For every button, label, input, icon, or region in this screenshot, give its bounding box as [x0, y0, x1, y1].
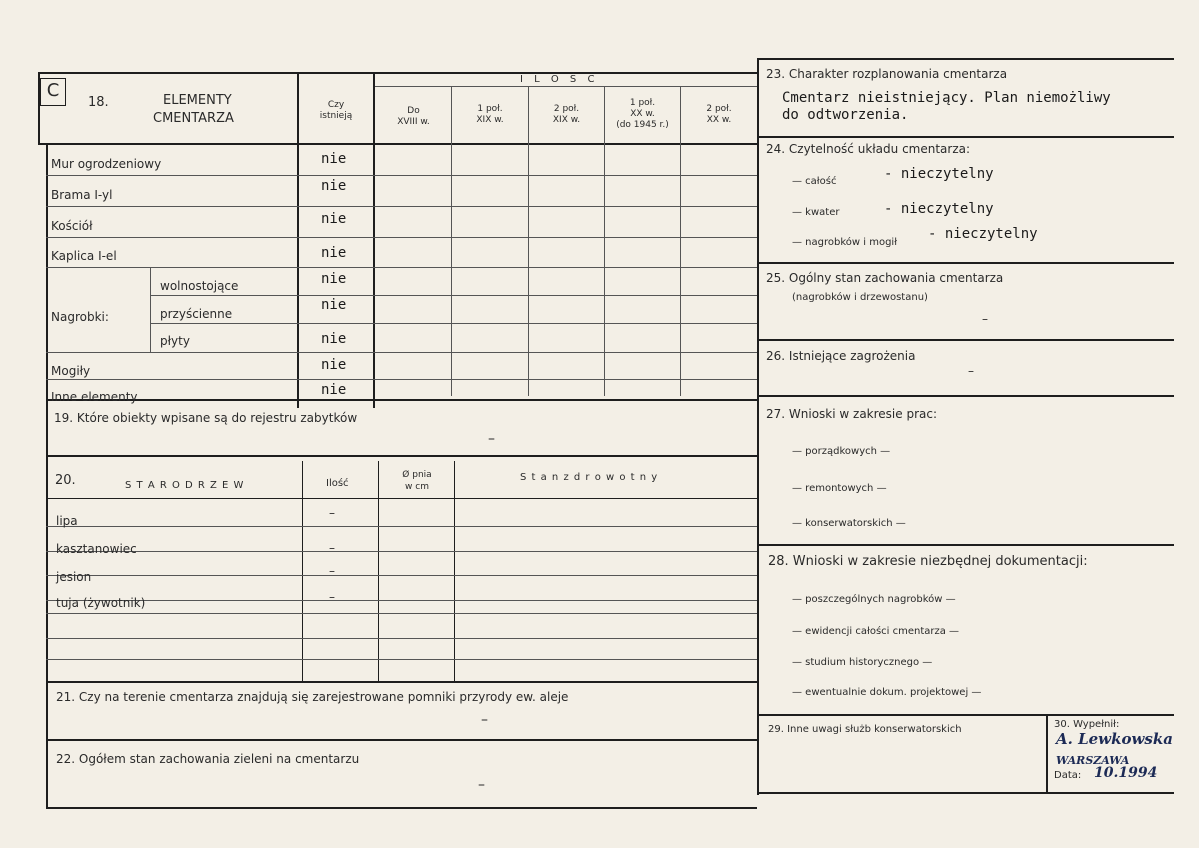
s23-text-line1: Cmentarz nieistniejący. Plan niemożliwy: [782, 90, 1111, 106]
nagrobki-divider: [150, 267, 151, 352]
s18-row-line-6: [150, 323, 757, 324]
s27-bottom: [759, 544, 1174, 546]
s27-item-konserwatorskich: — konserwatorskich —: [792, 518, 906, 529]
row-label-plyty: płyty: [160, 334, 190, 348]
czy-header-line1: Czy: [327, 100, 345, 110]
s28-label: 28. Wnioski w zakresie niezbędnej dokumentacji:: [768, 554, 1088, 569]
s29-s30-divider: [1046, 716, 1048, 792]
s23-bottom: [759, 136, 1174, 138]
s24-value-nagrobkow: - nieczytelny: [928, 226, 1038, 242]
s27-label: 27. Wnioski w zakresie prac:: [766, 407, 938, 421]
s21-label: 21. Czy na terenie cmentarza znajdują się zarejestrowane pomniki przyrody ew. aleje: [56, 690, 569, 704]
frame-top-right: [757, 58, 1174, 60]
s20-row-line-7: [46, 659, 757, 660]
s18-row-line-8: [46, 379, 757, 380]
period-divider-3: [604, 86, 605, 396]
s28-item-1: — poszczególnych nagrobków —: [792, 594, 956, 605]
s18-row-line-3: [46, 237, 757, 238]
s19-bottom: [46, 455, 757, 457]
period-divider-4: [680, 86, 681, 396]
s24-item-nagrobkow: — nagrobków i mogił: [792, 237, 898, 248]
s29-label: 29. Inne uwagi służb konserwatorskich: [768, 724, 962, 735]
row-value-inne: nie: [321, 382, 347, 398]
s20-header-bottom: [46, 498, 757, 499]
s30-place: WARSZAWA: [1056, 754, 1130, 767]
form-code: C: [46, 80, 60, 101]
frame-bottom-left: [46, 807, 757, 809]
row-value-kaplica: nie: [321, 245, 347, 261]
period-4-l3: (do 1945 r.): [616, 120, 669, 130]
s22-value: –: [478, 777, 485, 793]
s18-row-line-7: [46, 352, 757, 353]
s27-item-porzadkowych: — porządkowych —: [792, 446, 891, 457]
s25-value: –: [982, 312, 988, 326]
period-1-l2: XVIII w.: [397, 117, 430, 127]
ilosc-header-line: [375, 86, 757, 87]
s24-label: 24. Czytelność układu cmentarza:: [766, 142, 971, 156]
period-divider-1: [451, 86, 452, 396]
row-label-nagrobki: Nagrobki:: [51, 310, 109, 324]
s18-col-divider-ilosc: [373, 72, 375, 408]
s20-col-pien-l1: Ø pnia: [402, 470, 432, 480]
row-label-mogily: Mogiły: [51, 364, 91, 378]
row-label-przyscienne: przyścienne: [160, 307, 233, 321]
row-label-mur: Mur ogrodzeniowy: [51, 157, 162, 171]
s20-col-pien-l2: w cm: [405, 482, 429, 492]
s20-divider-2: [378, 461, 379, 683]
row-label-inne: Inne elementy: [51, 390, 138, 404]
row-label-wolnostojace: wolnostojące: [160, 279, 239, 293]
row-value-przyscienne: nie: [321, 297, 347, 313]
frame-top-left: [38, 72, 757, 74]
s21-value: –: [481, 712, 488, 728]
frame-left: [46, 144, 48, 809]
s18-row-line-2: [46, 206, 757, 207]
s24-item-kwater: — kwater: [792, 207, 840, 218]
ilosc-header: I L O Ś C: [520, 74, 599, 85]
s25-label: 25. Ogólny stan zachowania cmentarza: [766, 271, 1004, 285]
s30-label: 30. Wypełnił:: [1054, 719, 1120, 730]
s20-row-line-4: [46, 600, 757, 601]
tree-value-lipa: –: [329, 506, 335, 520]
tree-label-kasztanowiec: kasztanowiec: [56, 542, 137, 556]
s19-value: –: [488, 431, 495, 447]
frame-bottom-right: [757, 792, 1174, 794]
s18-header-bottom: [38, 143, 757, 145]
s26-bottom: [759, 395, 1174, 397]
period-2-l1: 1 poł.: [477, 104, 503, 114]
s20-col-ilosc: Ilość: [326, 478, 349, 489]
tree-value-jesion: –: [329, 564, 335, 578]
s28-bottom: [759, 714, 1174, 716]
s22-label: 22. Ogółem stan zachowania zieleni na cmentarzu: [56, 752, 360, 766]
tree-value-tuja: –: [329, 590, 335, 604]
s28-item-2: — ewidencji całości cmentarza —: [792, 626, 960, 637]
s18-row-line-1: [46, 175, 757, 176]
s20-row-line-2: [46, 551, 757, 552]
form-code-box: [40, 78, 66, 106]
row-value-brama: nie: [321, 178, 347, 194]
period-1-l1: Do: [407, 106, 420, 116]
s26-value: –: [968, 364, 974, 378]
s25-sub: (nagrobków i drzewostanu): [792, 292, 928, 303]
row-value-plyty: nie: [321, 331, 347, 347]
s25-bottom: [759, 339, 1174, 341]
s23-label: 23. Charakter rozplanowania cmentarza: [766, 67, 1008, 81]
s20-row-line-5: [46, 613, 757, 614]
s26-label: 26. Istniejące zagrożenia: [766, 349, 916, 363]
s20-row-line-6: [46, 638, 757, 639]
s21-bottom: [46, 739, 757, 741]
s20-bottom: [46, 681, 757, 683]
period-4-l1: 1 poł.: [629, 98, 656, 108]
s18-title-line1: ELEMENTY: [163, 93, 232, 108]
s20-col-stan: S t a n z d r o w o t n y: [520, 472, 659, 483]
s20-row-line-1: [46, 526, 757, 527]
s20-row-line-3: [46, 575, 757, 576]
s30-date-value: 10.1994: [1094, 765, 1158, 781]
s18-bottom: [46, 399, 757, 401]
s19-label: 19. Które obiekty wpisane są do rejestru zabytków: [54, 411, 358, 425]
s24-value-kwater: - nieczytelny: [884, 201, 994, 217]
frame-middle: [757, 60, 759, 795]
s20-divider-3: [454, 461, 455, 683]
period-3-l2: XIX w.: [552, 115, 581, 125]
period-4-l2: XX w.: [630, 109, 655, 119]
row-label-kosciol: Kościół: [51, 219, 93, 233]
s28-item-3: — studium historycznego —: [792, 657, 933, 668]
row-value-wolnostojace: nie: [321, 271, 347, 287]
tree-label-lipa: lipa: [56, 514, 78, 528]
row-value-kosciol: nie: [321, 211, 347, 227]
s20-divider-1: [302, 461, 303, 683]
s20-number: 20.: [55, 473, 76, 488]
tree-label-jesion: jesion: [56, 570, 92, 584]
row-label-kaplica: Kaplica I-el: [51, 249, 117, 263]
s24-value-calosc: - nieczytelny: [884, 166, 994, 182]
s18-title-line2: CMENTARZA: [153, 111, 234, 126]
tree-label-tuja: tuja (żywotnik): [56, 596, 146, 610]
period-3-l1: 2 poł.: [553, 104, 580, 114]
s30-signature: A. Lewkowska: [1056, 730, 1173, 748]
row-value-mogily: nie: [321, 357, 347, 373]
s20-title: S T A R O D R Z E W: [125, 480, 245, 491]
s23-text-line2: do odtworzenia.: [782, 107, 909, 123]
s18-row-line-4: [46, 267, 757, 268]
s18-col-divider-czy: [297, 72, 299, 408]
period-5-l2: XX w.: [706, 115, 732, 125]
period-divider-2: [528, 86, 529, 396]
period-5-l1: 2 poł.: [706, 104, 732, 114]
s18-row-line-5: [150, 295, 757, 296]
row-label-brama: Brama I-yl: [51, 188, 113, 202]
s24-bottom: [759, 262, 1174, 264]
period-2-l2: XIX w.: [476, 115, 504, 125]
tree-value-kasztanowiec: –: [329, 541, 335, 555]
s18-number: 18.: [88, 95, 109, 110]
czy-header-line2: istnieją: [319, 111, 353, 121]
s28-item-4: — ewentualnie dokum. projektowej —: [792, 687, 982, 698]
row-value-mur: nie: [321, 151, 347, 167]
s24-item-calosc: — całość: [792, 176, 837, 187]
s27-item-remontowych: — remontowych —: [792, 483, 887, 494]
s30-date-label: Data:: [1054, 770, 1082, 781]
